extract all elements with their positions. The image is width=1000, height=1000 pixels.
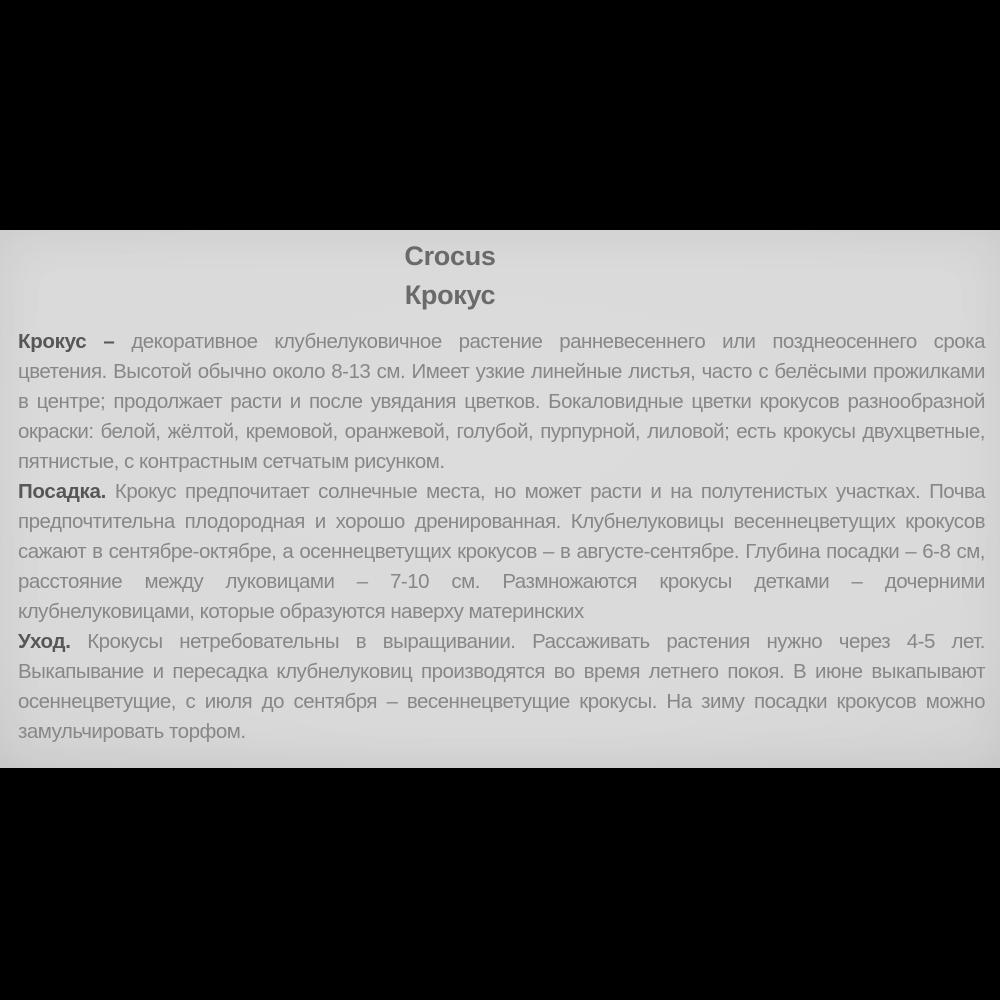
planting-paragraph [18,477,985,627]
bottom-black-bar [0,768,1000,1000]
care-text: Крокусы нетребовательны в выращивании. Рассаживать растения нужно через 4-5 лет. Выкапывание и пересадка клубнелуковиц производятся во время летнего покоя. В июне выкапывают осеннецветущие, с июля до сентября – весеннецветущие крокусы. На зиму посадки крокусов можно замульчировать торфом. [18,630,985,743]
label-title-block [0,230,900,315]
planting-text: Крокус предпочитает солнечные места, но может расти и на полутенистых участках. Почва предпочтительна плодородная и хорошо дренированная. Клубнелуковицы весеннецветущих крокусов сажают в сентябре-октябре, а осеннецветущих крокусов – в августе-сентябре. Глубина посадки – 6-8 см, расстояние между луковицами – 7-10 см. Размножаются крокусы детками – дочерними клубнелуковицами, которые образуются наверху материнских [18,480,985,623]
plant-label-panel [0,230,1000,768]
description-text: декоративное клубнелуковичное растение ранневесеннего или позднеосеннего срока цветения. Высотой обычно около 8-13 см. Имеет узкие линейные листья, часто с белёсыми прожилками в центре; продолжает расти и после увядания цветков. Бокаловидные цветки крокусов разнообразной окраски: белой, жёлтой, кремовой, оранжевой, голубой, пурпурной, лиловой; есть крокусы двухцветные, пятнистые, с контрастным сетчатым рисунком. [18,330,985,473]
title-russian: Крокус [404,280,496,310]
care-paragraph [18,627,985,747]
label-body-text [18,327,985,747]
top-black-bar [0,0,1000,230]
title-latin: Crocus [404,241,496,271]
planting-lead: Посадка. [18,480,107,503]
care-lead: Уход. [18,630,71,653]
description-paragraph [18,327,985,477]
description-lead: Крокус – [18,330,115,353]
